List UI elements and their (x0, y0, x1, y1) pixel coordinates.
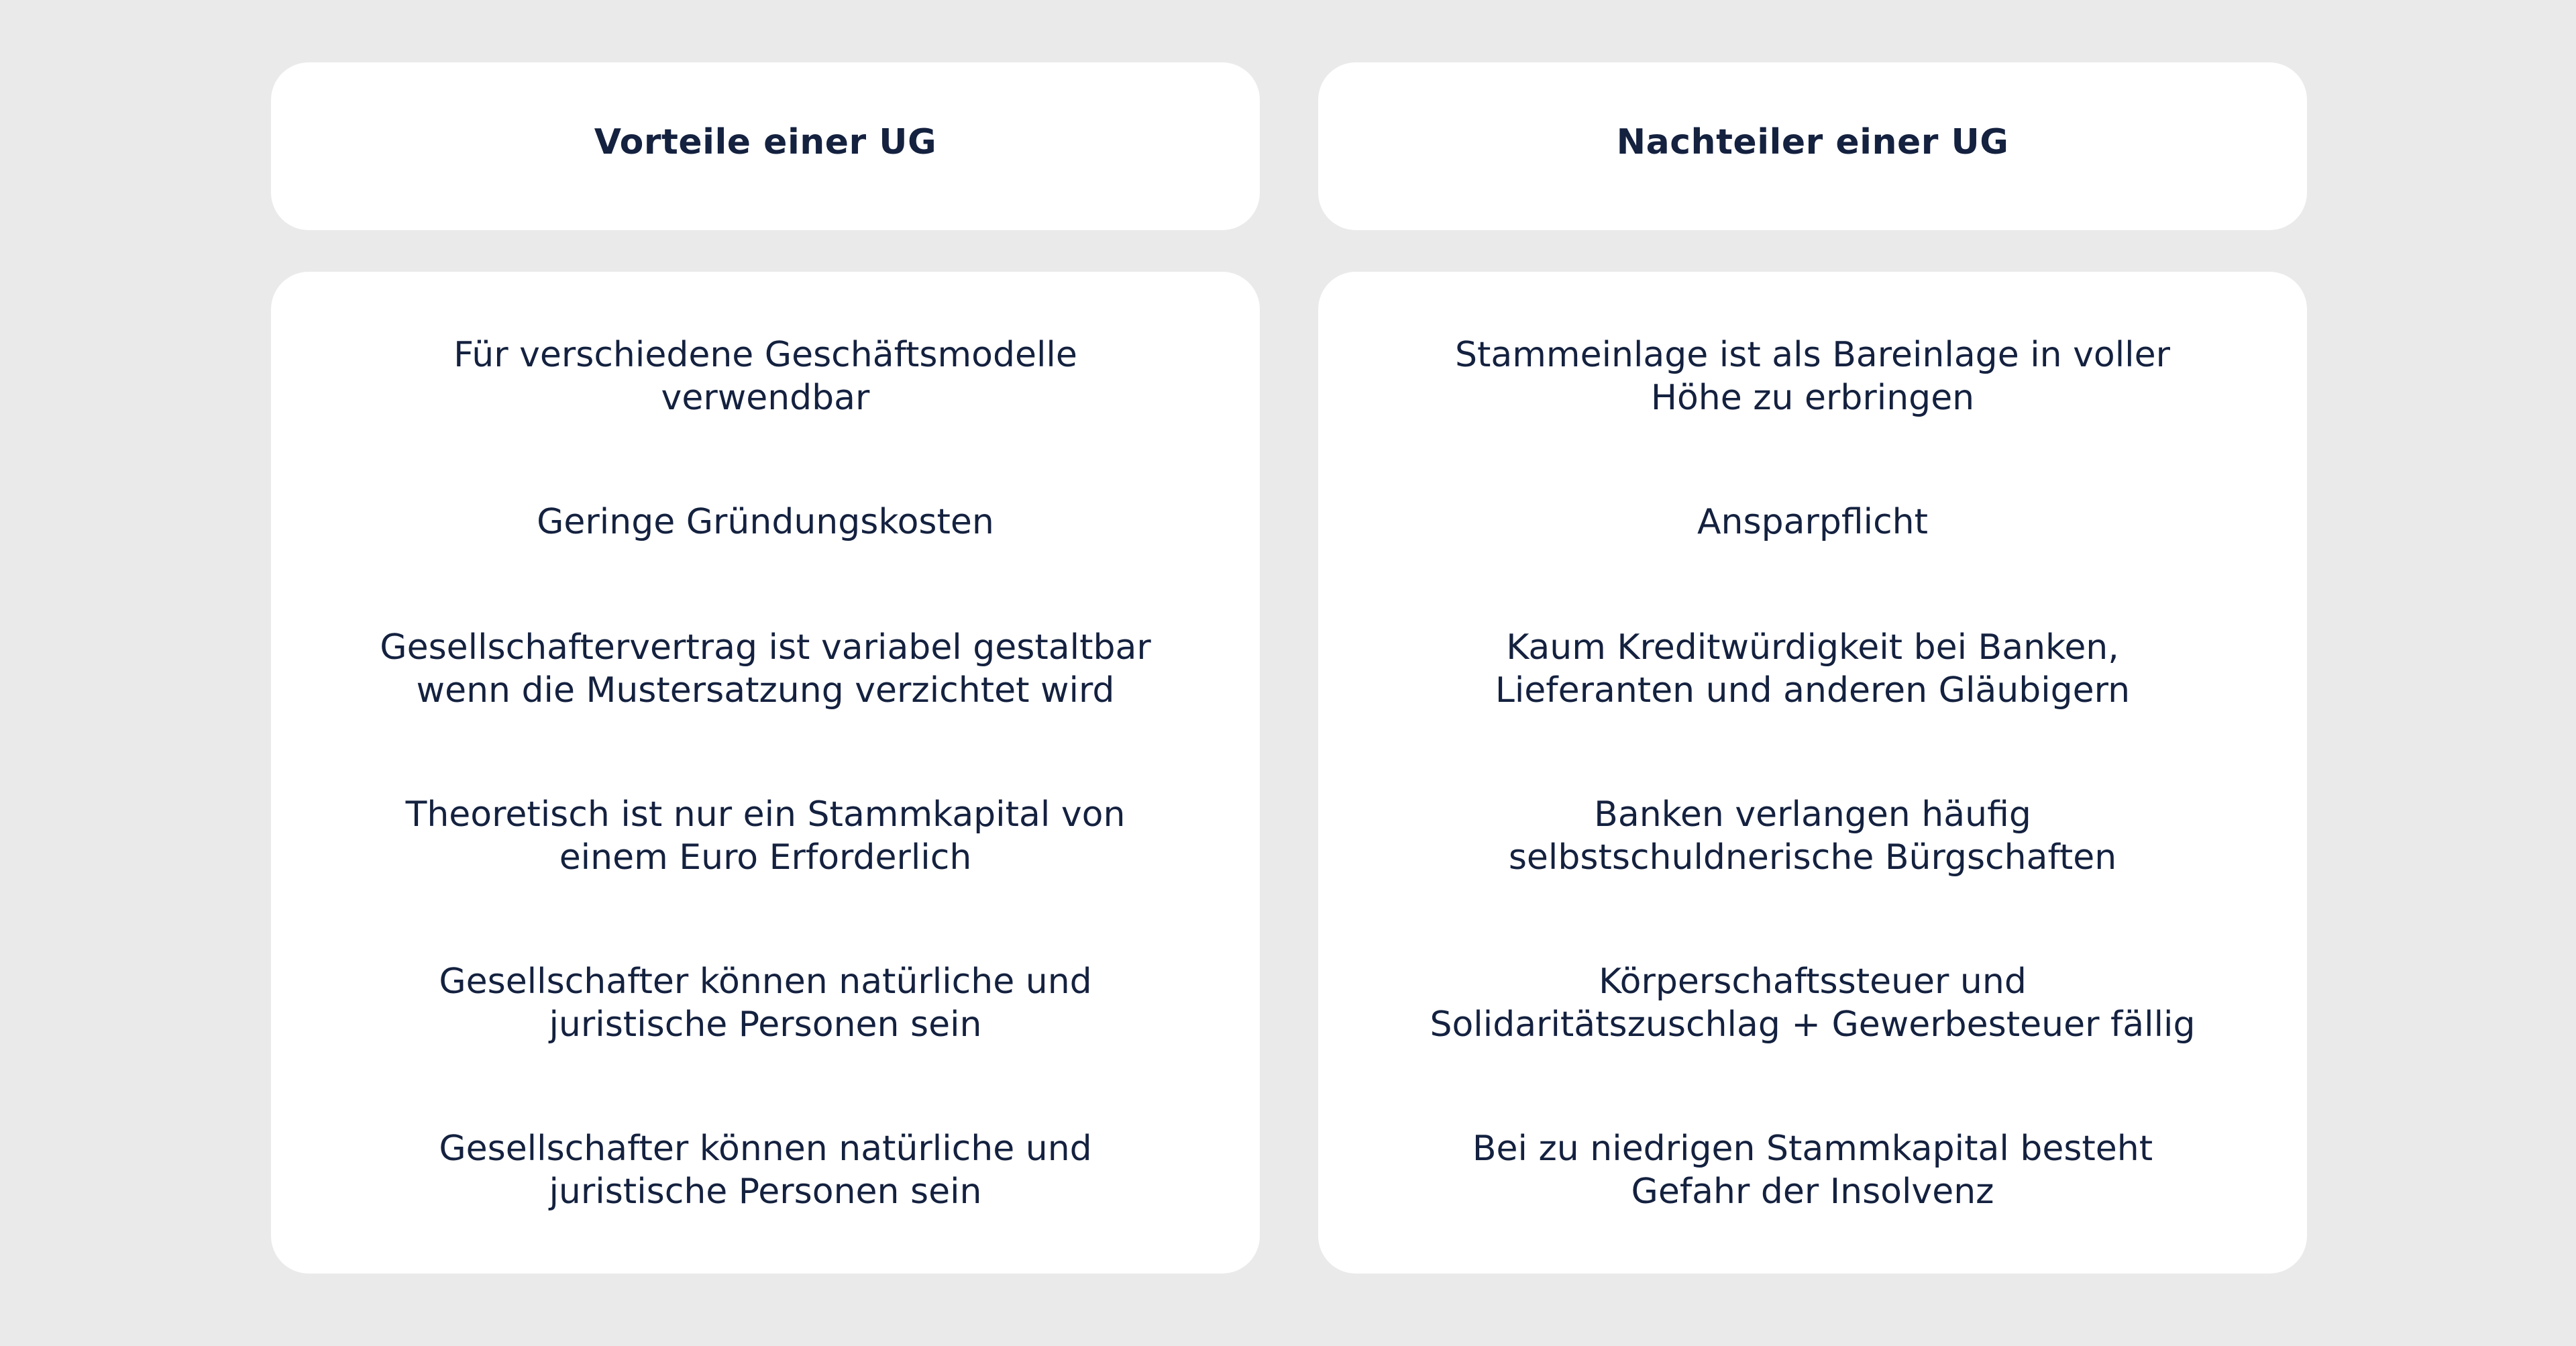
disadvantage-item: Körperschaftssteuer und Solidaritätszuschlag + Gewerbesteuer fällig (1430, 962, 2196, 1045)
advantages-header-card (271, 62, 1260, 230)
advantage-item: Gesellschafter können natürliche und juristische Personen sein (439, 962, 1092, 1045)
advantage-item: Für verschiedene Geschäftsmodelle verwendbar (453, 335, 1077, 418)
disadvantage-item: Bei zu niedrigen Stammkapital besteht Gefahr der Insolvenz (1472, 1129, 2153, 1212)
disadvantages-title: Nachteiler einer UG (1616, 122, 2009, 162)
advantage-item: Theoretisch ist nur ein Stammkapital von einem Euro Erforderlich (405, 794, 1126, 878)
disadvantage-item: Ansparpflicht (1697, 502, 1929, 542)
advantage-item: Gesellschafter können natürliche und juristische Personen sein (439, 1129, 1092, 1212)
disadvantage-item: Banken verlangen häufig selbstschuldnerische Bürgschaften (1508, 794, 2117, 878)
disadvantages-list-card (1318, 272, 2307, 1274)
disadvantage-item: Stammeinlage ist als Bareinlage in voller Höhe zu erbringen (1455, 335, 2170, 418)
advantages-title: Vorteile einer UG (594, 122, 937, 162)
advantage-item: Geringe Gründungskosten (537, 502, 994, 542)
disadvantage-item: Kaum Kreditwürdigkeit bei Banken, Lieferanten und anderen Gläubigern (1495, 627, 2131, 711)
advantages-list-card (271, 272, 1260, 1274)
disadvantages-header-card (1318, 62, 2307, 230)
advantage-item: Gesellschaftervertrag ist variabel gestaltbar wenn die Mustersatzung verzichtet wird (380, 627, 1151, 711)
